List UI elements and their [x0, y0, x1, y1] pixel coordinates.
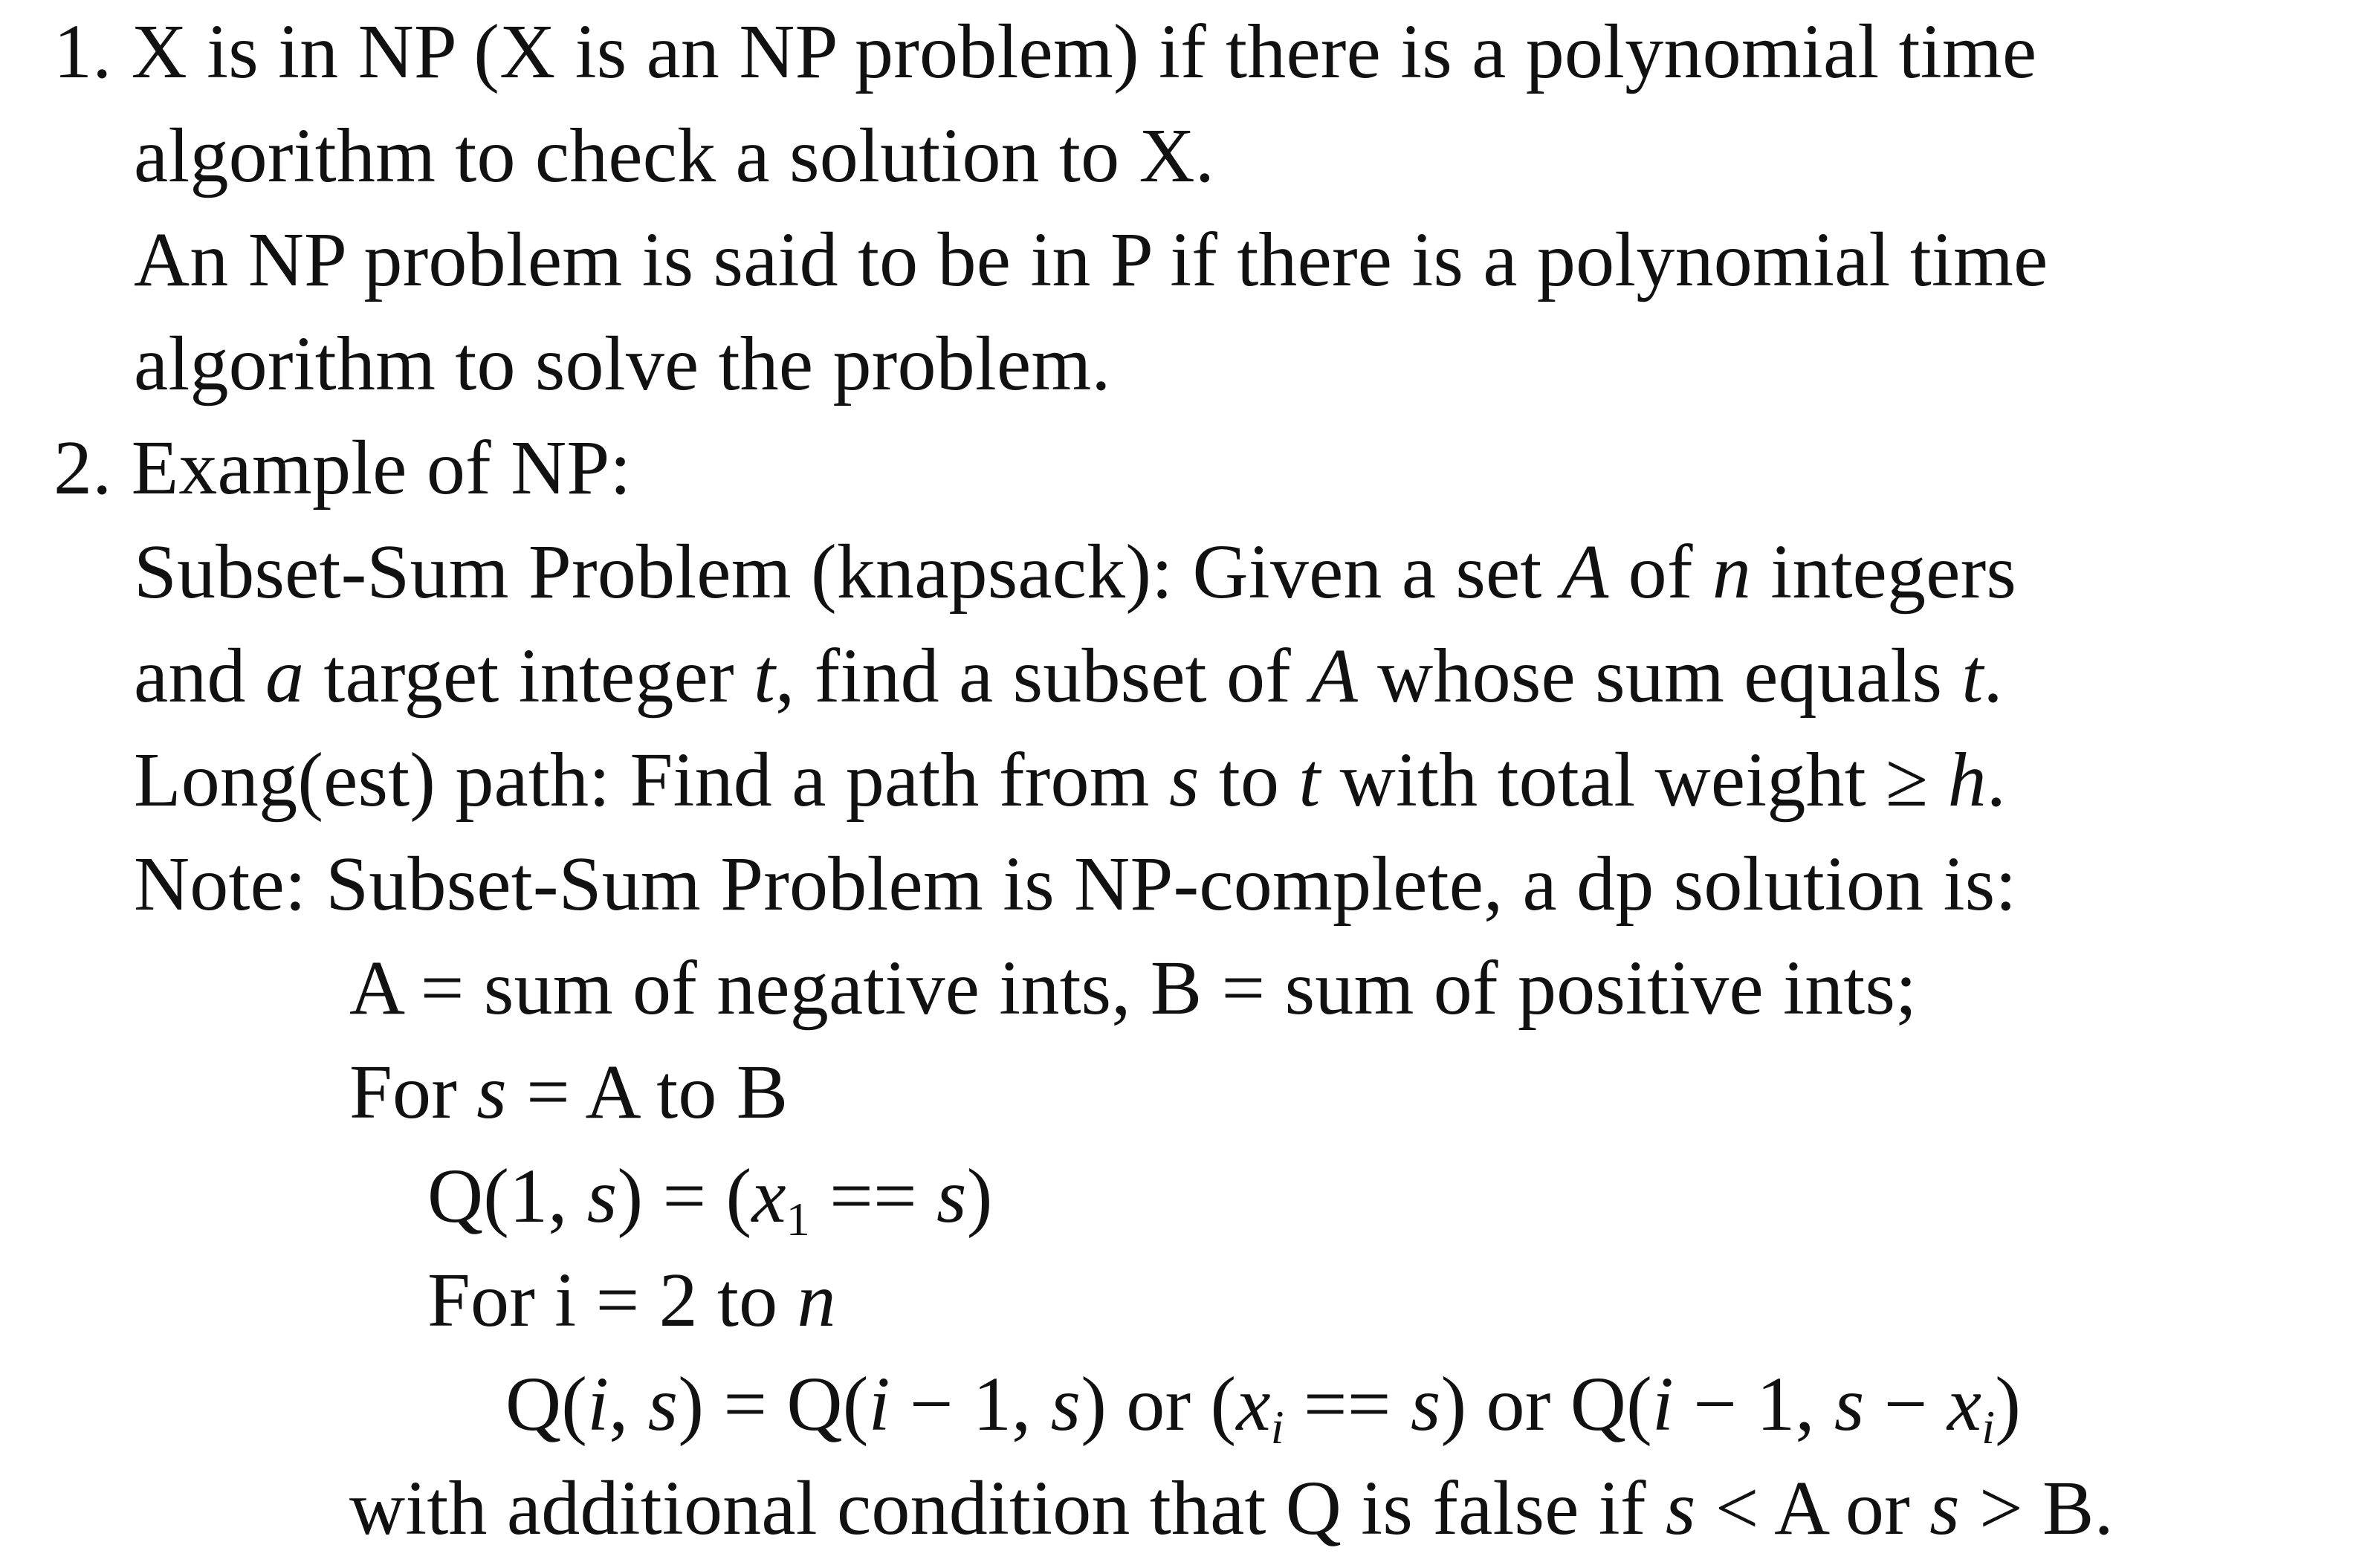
item1-line4: algorithm to solve the problem.: [134, 321, 1111, 406]
item2-number: 2.: [54, 425, 112, 511]
algo-line-recurrence: Q(i, s) = Q(i − 1, s) or $(x_i == s)$ or Q(i − 1, $s - x_i$): [505, 1361, 2022, 1454]
note-line: Note: Subset-Sum Problem is NP-complete, a dp solution is:: [134, 841, 2017, 927]
subset-sum-line1: Subset-Sum Problem (knapsack): Given a set A of n integers: [134, 529, 2017, 615]
algo-line-q1: Q(1, $s) = (x_1 == s)$: [427, 1153, 993, 1245]
algo-line-sums: A = sum of negative ints, B = sum of positive ints;: [349, 945, 1918, 1031]
algo-line-for-i: For i = 2 to n: [427, 1257, 836, 1343]
long-path-line: Long(est) path: Find a path from s to t with total weight ≥ h.: [134, 737, 2006, 823]
item1-line2: algorithm to check a solution to X.: [134, 113, 1215, 198]
item1-number: 1.: [54, 9, 112, 94]
algo-line-condition: with additional condition that Q is false if s < A or s > B.: [349, 1465, 2114, 1551]
item1-text-line1: X is in NP (X is an NP problem) if there is a polynomial time: [131, 9, 2037, 94]
item2-heading-line: [54, 416, 632, 520]
subset-sum-line2: and a target integer t, find a subset of A whose sum equals t.: [134, 633, 2003, 719]
item1-line3: An NP problem is said to be in P if there is a polynomial time: [134, 217, 2048, 302]
item2-heading: Example of NP:: [131, 425, 632, 511]
algo-line-for-s: For s = A to B: [349, 1049, 789, 1135]
item1-line1: [54, 0, 2036, 104]
